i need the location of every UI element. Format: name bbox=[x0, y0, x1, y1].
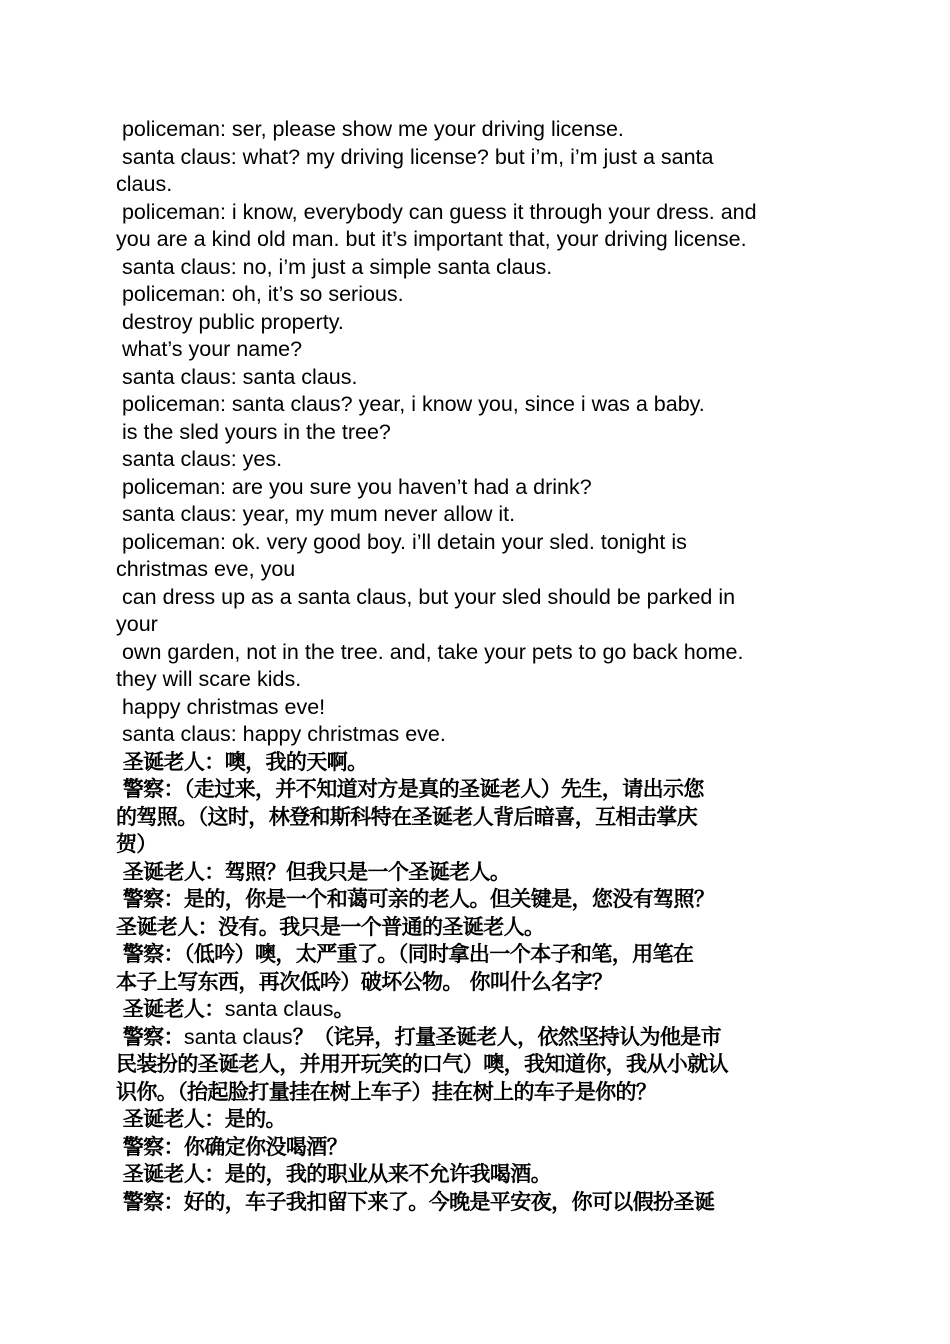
text-line-cn: 圣诞老人：驾照？但我只是一个圣诞老人。 bbox=[116, 859, 511, 884]
text-line-cn: 警察：你确定你没喝酒？ bbox=[116, 1134, 348, 1159]
text-line-cn: 本子上写东西，再次低吟）破坏公物。 你叫什么名字？ bbox=[116, 969, 613, 994]
text-line-cn: 圣诞老人：是的，我的职业从来不允许我喝酒。 bbox=[116, 1162, 552, 1186]
text-line-cn: 警察：（走过来，并不知道对方是真的圣诞老人）先生，请出示您 bbox=[116, 777, 704, 801]
text-line-mixed bbox=[116, 1024, 836, 1052]
text-line: santa claus: year, my mum never allow it. bbox=[116, 502, 516, 526]
text-line: own garden, not in the tree. and, take your pets to go back home. bbox=[116, 639, 744, 664]
text-line-cn: 圣诞老人：没有。我只是一个普通的圣诞老人。 bbox=[116, 914, 545, 939]
text-line: policeman: ok. very good boy. i’ll detain your sled. tonight is bbox=[116, 529, 687, 554]
text-line: claus. bbox=[116, 172, 173, 196]
text-segment-cn: 。 bbox=[333, 997, 354, 1021]
text-line-cn: 圣诞老人：噢，我的天啊。 bbox=[116, 749, 368, 774]
text-segment-cn: 警察： bbox=[116, 1024, 184, 1049]
text-line-cn: 民装扮的圣诞老人，并用开玩笑的口气）噢，我知道你，我从小就认 bbox=[116, 1052, 728, 1076]
text-line-cn: 警察：（低吟）噢，太严重了。（同时拿出一个本子和笔，用笔在 bbox=[116, 942, 694, 966]
text-line: policeman: are you sure you haven’t had a drink? bbox=[116, 474, 592, 499]
text-line: they will scare kids. bbox=[116, 667, 302, 691]
text-line: santa claus: what? my driving license? but i’m, i’m just a santa bbox=[116, 144, 714, 169]
text-line: santa claus: santa claus. bbox=[116, 364, 358, 389]
text-line: you are a kind old man. but it’s important that, your driving license. bbox=[116, 227, 747, 251]
text-line-cn: 警察：是的，你是一个和蔼可亲的老人。但关键是，您没有驾照？ bbox=[116, 887, 715, 911]
text-line: happy christmas eve! bbox=[116, 694, 326, 719]
text-line: policeman: i know, everybody can guess it through your dress. and bbox=[116, 199, 757, 224]
text-line-cn: 圣诞老人：是的。 bbox=[116, 1107, 286, 1131]
document-body bbox=[116, 116, 836, 1216]
text-line: policeman: oh, it’s so serious. bbox=[116, 282, 404, 306]
text-line: santa claus: no, i’m just a simple santa claus. bbox=[116, 254, 553, 279]
text-line: can dress up as a santa claus, but your sled should be parked in bbox=[116, 584, 736, 609]
text-line: santa claus: happy christmas eve. bbox=[116, 722, 446, 746]
text-line: your bbox=[116, 612, 158, 636]
text-line: policeman: santa claus? year, i know you, since i was a baby. bbox=[116, 392, 705, 416]
text-segment-en: santa claus bbox=[224, 997, 334, 1021]
text-line: what’s your name? bbox=[116, 337, 303, 361]
text-line: destroy public property. bbox=[116, 309, 344, 334]
text-line: santa claus: yes. bbox=[116, 447, 283, 471]
text-line-cn: 贺） bbox=[116, 832, 157, 856]
text-line: is the sled yours in the tree? bbox=[116, 419, 391, 444]
text-line-cn: 警察：好的，车子我扣留下来了。今晚是平安夜，你可以假扮圣诞 bbox=[116, 1189, 715, 1214]
text-line: christmas eve, you bbox=[116, 557, 296, 581]
text-line: policeman: ser, please show me your driving license. bbox=[116, 117, 624, 141]
text-segment-en: santa claus bbox=[183, 1024, 293, 1049]
text-line-cn: 识你。（抬起脸打量挂在树上车子）挂在树上的车子是你的？ bbox=[116, 1079, 657, 1104]
text-segment-cn: 圣诞老人： bbox=[116, 997, 225, 1021]
text-line-mixed bbox=[116, 996, 836, 1024]
text-line-cn: 的驾照。（这时，林登和斯科特在圣诞老人背后暗喜，互相击掌庆 bbox=[116, 804, 698, 829]
text-segment-cn: ？（诧异，打量圣诞老人，依然坚持认为他是市 bbox=[292, 1024, 722, 1049]
